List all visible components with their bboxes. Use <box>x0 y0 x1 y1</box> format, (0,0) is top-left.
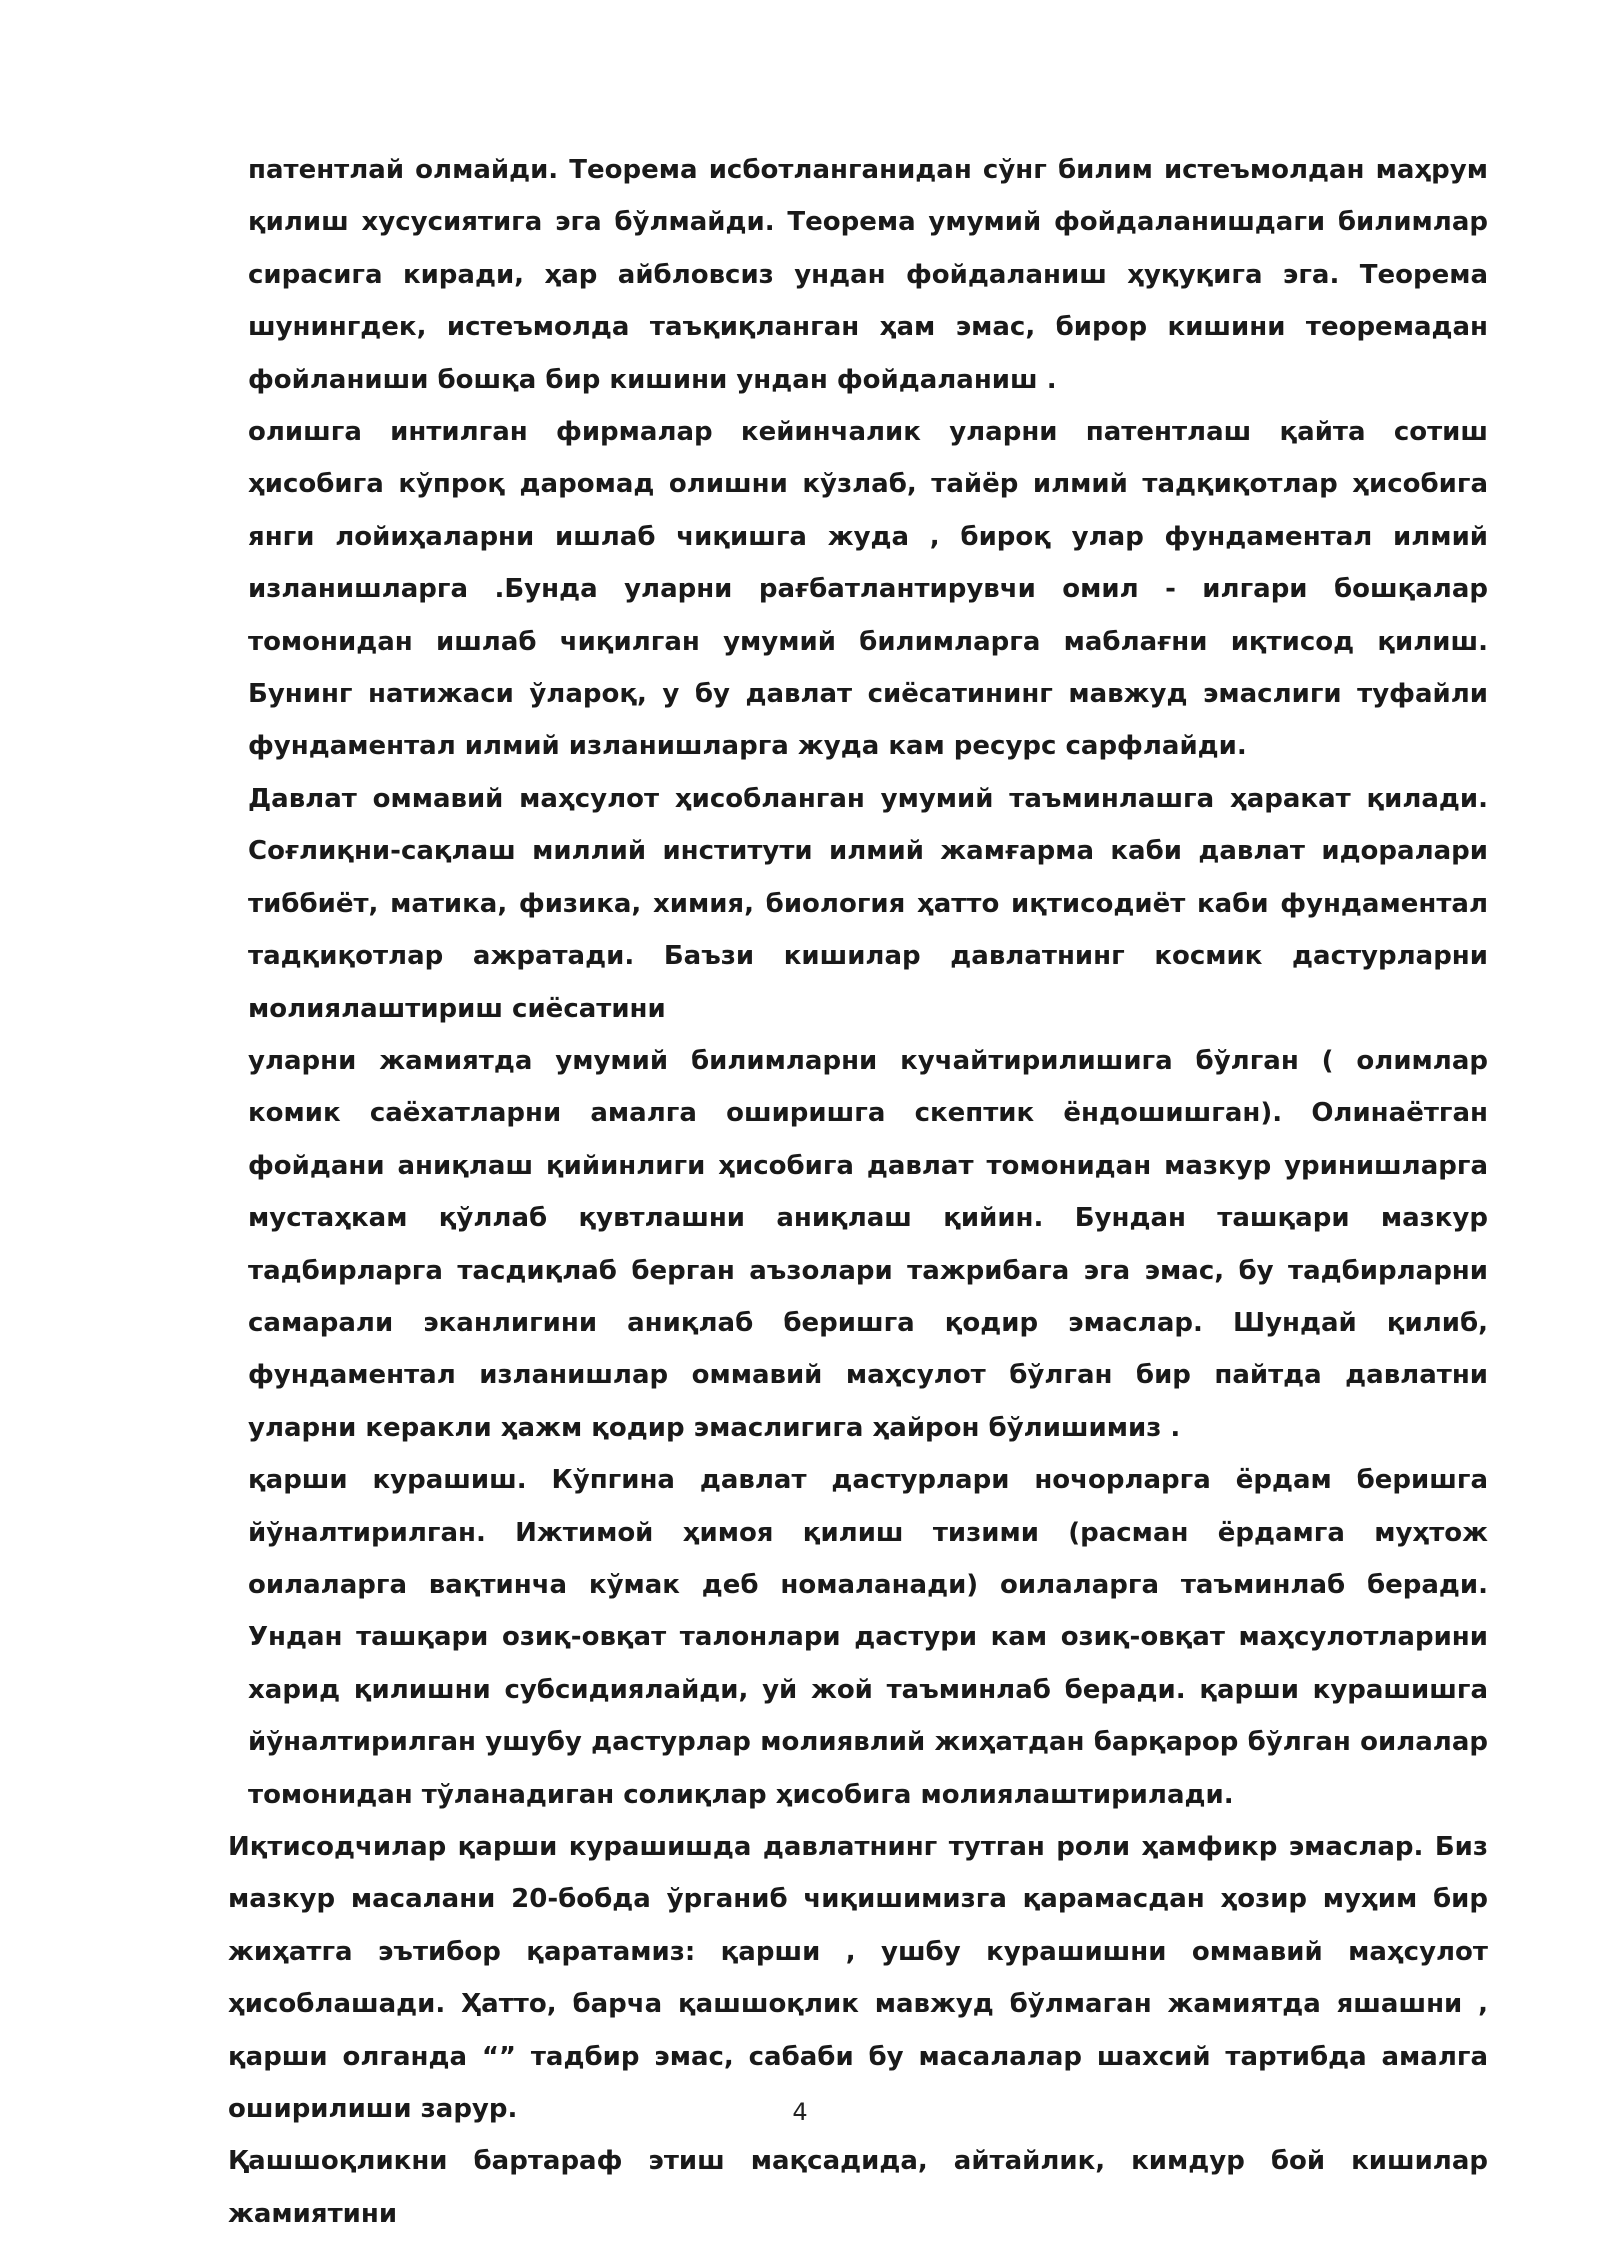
paragraph-5: қарши курашиш. Кўпгина давлат дастурлари ночорларга ёрдам беришга йўналтирилган. Ижтимой ҳимоя қилиш тизими (расман ёрдамга муҳтож оилаларга вақтинча кўмак деб номаланади) оилаларга таъминлаб беради. Ундан ташқари озиқ-овқат талонлари дастури кам озиқ-овқат маҳсулотларини харид қилишни субсидиялайди, уй жой таъминлаб беради. қарши курашишга йўналтирилган ушубу дастурлар молиявлий жиҳатдан барқарор бўлган оилалар томонидан тўланадиган солиқлар ҳисобига молиялаштирилади. <box>248 1465 1488 1810</box>
paragraph-4: уларни жамиятда умумий билимларни кучайтирилишига бўлган ( олимлар комик саёхатларни амалга оширишга скептик ёндошишган). Олинаётган фойдани аниқлаш қийинлиги ҳисобига давлат томонидан мазкур уринишларга мустаҳкам қўллаб қувтлашни аниқлаш қийин. Бундан ташқари мазкур тадбирларга тасдиқлаб берган аъзолари тажрибага эга эмас, бу тадбирларни самарали эканлигини аниқлаб беришга қодир эмаслар. Шундай қилиб, фундаментал изланишлар оммавий маҳсулот бўлган бир пайтда давлатни уларни керакли ҳажм қодир эмаслигига ҳайрон бўлишимиз . <box>248 1045 1488 1443</box>
paragraph-2: олишга интилган фирмалар кейинчалик уларни патентлаш қайта сотиш ҳисобига кўпроқ даромад олишни кўзлаб, тайёр илмий тадқиқотлар ҳисобига янги лойиҳаларни ишлаб чиқишга жуда , бироқ улар фундаментал илмий изланишларга .Бунда уларни рағбатлантирувчи омил - илгари бошқалар томонидан ишлаб чиқилган умумий билимларга маблағни иқтисод қилиш. Бунинг натижаси ўларoқ, у бу давлат сиёсатининг мавжуд эмаслиги туфайли фундаментал илмий изланишларга жуда кам ресурс сарфлайди. <box>248 417 1488 762</box>
paragraph-3: Давлат оммавий маҳсулот ҳисобланган умумий таъминлашга ҳаракат қилади. Соғлиқни-сақлаш миллий институти илмий жамғарма каби давлат идоралари тиббиёт, матика, физика, химия, биология ҳатто иқтисодиёт каби фундаментал тадқиқотлар ажратади. Баъзи кишилар давлатнинг космик дастурларни молиялаштириш сиёсатини <box>248 783 1488 1024</box>
body-text <box>228 144 1488 2240</box>
page-number: 4 <box>792 2098 808 2126</box>
paragraph-1: патентлай олмайди. Теорема исботланганидан сўнг билим истеъмолдан маҳрум қилиш хусусиятига эга бўлмайди. Теорема умумий фойдаланишдаги билимлар сирасига киради, ҳар айбловсиз ундан фойдаланиш ҳуқуқига эга. Теорема шунингдек, истеъмолда таъқиқланган ҳам эмас, бирор кишини теоремадан фойланиши бошқа бир кишини ундан фойдаланиш . <box>248 155 1488 395</box>
paragraph-6: Иқтисодчилар қарши курашишда давлатнинг тутган роли ҳамфикр эмаслар. Биз мазкур масалани 20-бобда ўрганиб чиқишимизга қарамасдан ҳозир муҳим бир жиҳатга эътибор қаратамиз: қарши , ушбу курашишни оммавий маҳсулот ҳисоблашади. Ҳатто, барча қашшоқлик мавжуд бўлмаган жамиятда яшашни , қарши олганда “” тадбир эмас, сабаби бу масалалар шахсий тартибда амалга оширилиши зарур. <box>228 1832 1488 2125</box>
paragraph-7: Қашшоқликни бартараф этиш мақсадида, айтайлик, кимдур бой кишилар жамиятини <box>228 2146 1488 2229</box>
